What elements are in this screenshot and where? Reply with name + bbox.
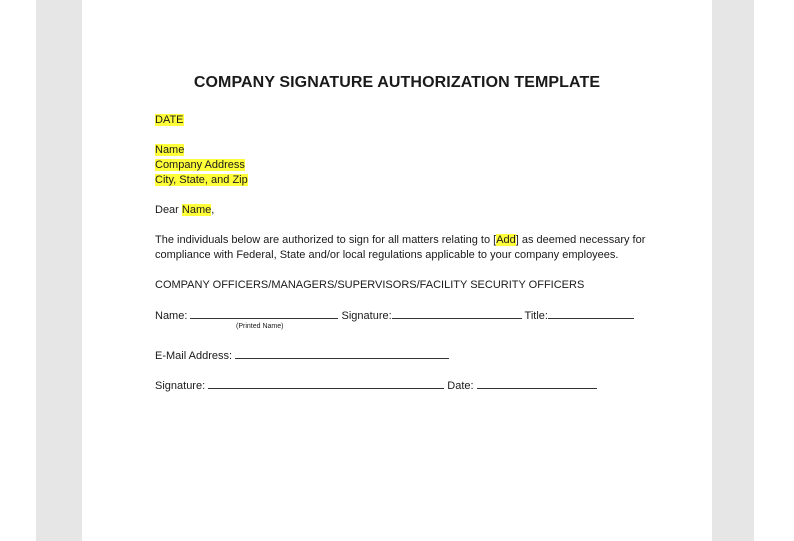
recipient-name: Name <box>155 144 185 156</box>
email-label: E-Mail Address: <box>155 350 233 362</box>
email-row <box>155 348 449 363</box>
document-title: COMPANY SIGNATURE AUTHORIZATION TEMPLATE <box>193 74 601 91</box>
salutation-suffix: , <box>211 204 215 216</box>
name-signature-title-row <box>155 308 634 323</box>
date-line <box>155 113 184 127</box>
company-address-line <box>155 158 245 172</box>
signature-field[interactable] <box>392 308 522 319</box>
signature-date-row <box>155 378 597 393</box>
recipient-name-line <box>155 143 184 157</box>
city-state-zip: City, State, and Zip <box>155 174 248 186</box>
signature-label: Signature: <box>341 310 392 322</box>
body-text-before: The individuals below are authorized to sign for all matters relating to [ <box>155 234 497 246</box>
name-field[interactable] <box>190 308 338 319</box>
company-address: Company Address <box>155 159 245 171</box>
document-page <box>82 0 712 541</box>
body-line-2: compliance with Federal, State and/or local regulations applicable to your company employees. <box>155 249 619 261</box>
name-label: Name: <box>155 310 188 322</box>
body-line-1 <box>155 233 645 247</box>
title-label: Title: <box>524 310 548 322</box>
right-gutter <box>712 0 754 541</box>
left-gutter <box>36 0 82 541</box>
salutation-name: Name <box>181 204 212 216</box>
signature2-label: Signature: <box>155 380 206 392</box>
city-state-zip-line <box>155 173 248 187</box>
signature2-field[interactable] <box>208 378 444 389</box>
salutation-prefix: Dear <box>155 204 182 216</box>
body-text-after: ] as deemed necessary for <box>515 234 646 246</box>
body-add-placeholder: Add <box>496 234 516 246</box>
date-placeholder: DATE <box>155 114 184 126</box>
email-field[interactable] <box>235 348 449 359</box>
salutation <box>155 203 214 217</box>
date-label: Date: <box>447 380 474 392</box>
section-heading: COMPANY OFFICERS/MANAGERS/SUPERVISORS/FACILITY SECURITY OFFICERS <box>155 279 585 291</box>
title-field[interactable] <box>548 308 634 319</box>
date-field[interactable] <box>477 378 597 389</box>
printed-name-note: (Printed Name) <box>236 323 284 330</box>
